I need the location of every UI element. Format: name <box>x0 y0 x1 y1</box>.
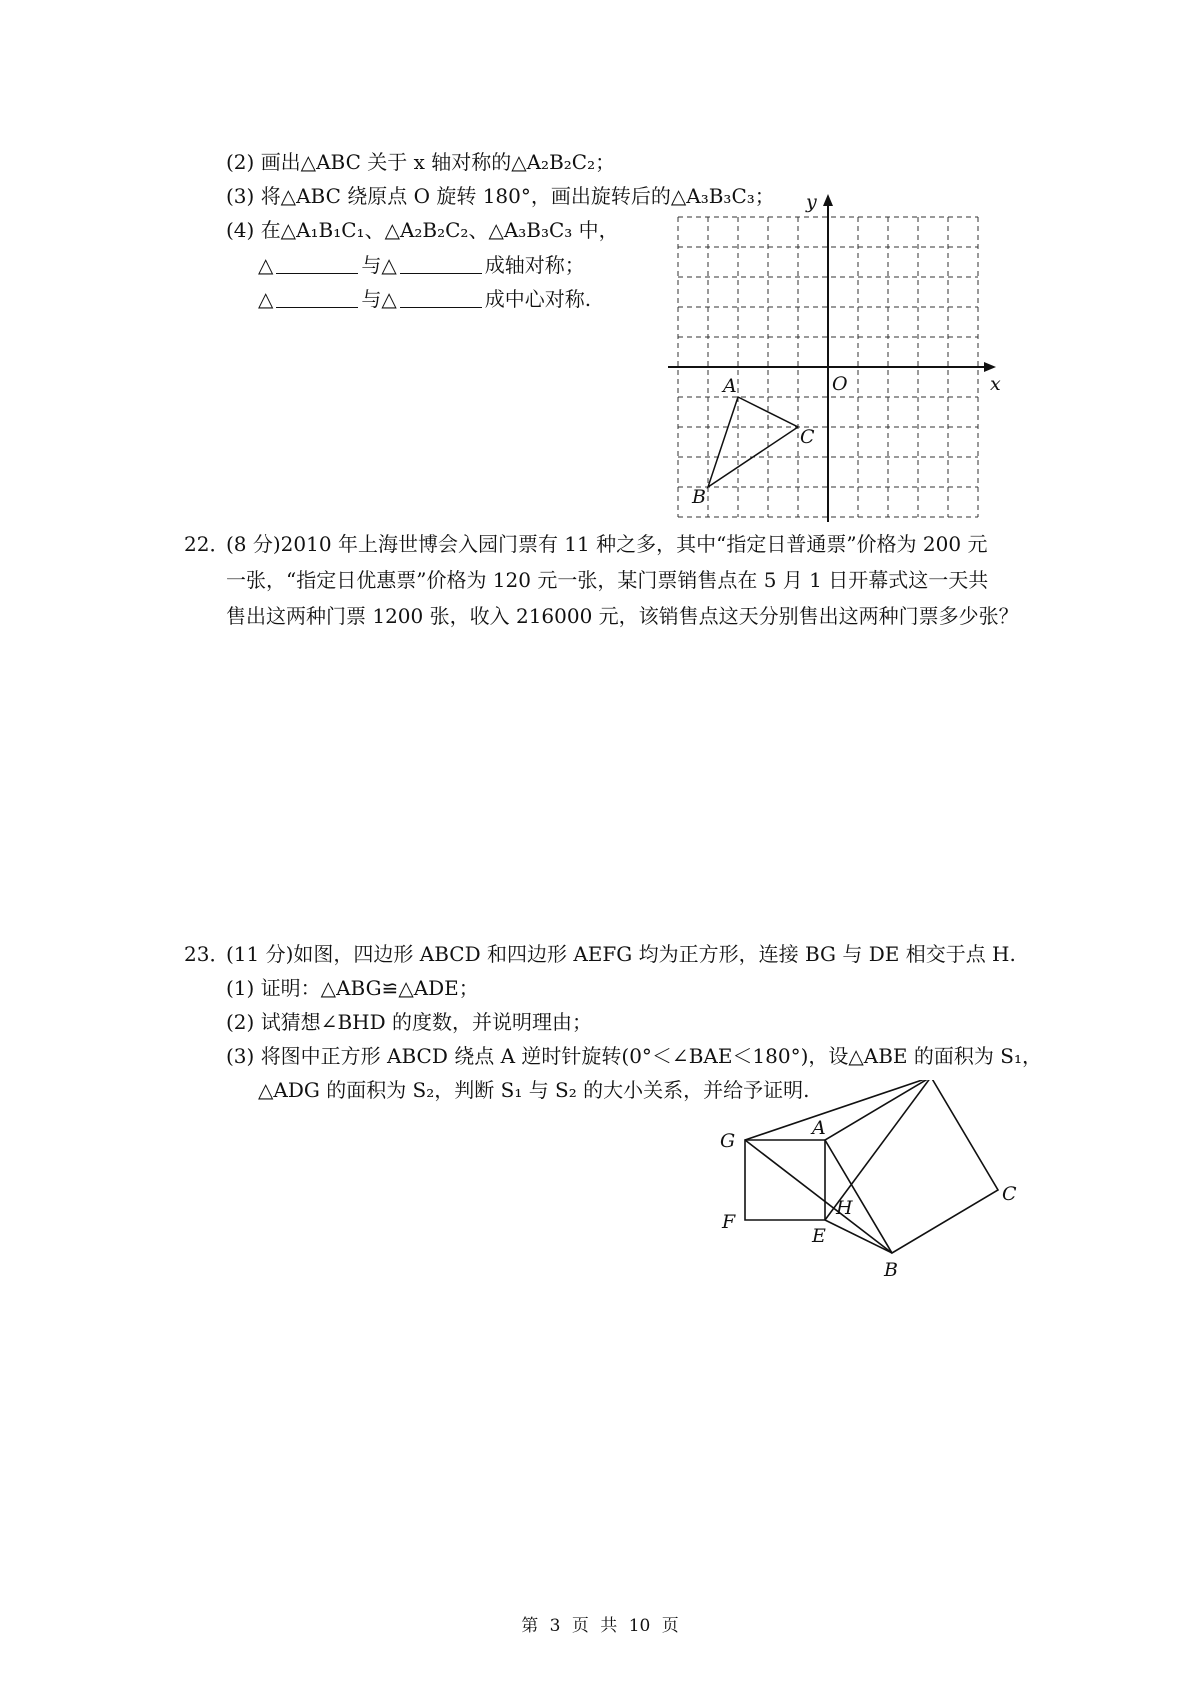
q21-part4-line1-mid: 与△ <box>361 253 397 277</box>
q23-number: 23． <box>184 942 230 966</box>
point-label-f: F <box>722 1211 736 1233</box>
axis-label-y: y <box>806 191 817 213</box>
x-axis-arrow <box>984 362 996 372</box>
q23-part2: (2) 试猜想∠BHD 的度数，并说明理由； <box>226 1010 592 1034</box>
triangle-symbol: △ <box>258 253 274 277</box>
coordinate-grid-figure <box>0 0 1200 560</box>
axis-label-x: x <box>990 373 1001 395</box>
point-label-a: A <box>812 1117 826 1139</box>
q23-part3-line2: △ADG 的面积为 S₂，判断 S₁ 与 S₂ 的大小关系，并给予证明. <box>258 1078 810 1102</box>
point-label-b: B <box>884 1259 898 1280</box>
squares-figure <box>0 1080 1200 1280</box>
point-label-c: C <box>1002 1183 1017 1205</box>
y-axis-arrow <box>823 194 833 206</box>
q21-part4: (4) 在△A₁B₁C₁、△A₂B₂C₂、△A₃B₃C₃ 中， <box>226 218 619 242</box>
q22-number: 22． <box>184 532 230 556</box>
q21-part3: (3) 将△ABC 绕原点 O 旋转 180°，画出旋转后的△A₃B₃C₃； <box>226 184 775 208</box>
point-label-h: H <box>836 1197 853 1219</box>
q21-part4-line2-mid: 与△ <box>361 287 397 311</box>
point-label-g: G <box>720 1130 736 1152</box>
point-label-d <box>935 1080 951 1081</box>
square-abcd <box>825 1080 998 1253</box>
triangle-abc <box>708 397 798 487</box>
page-footer: 第 3 页 共 10 页 <box>521 1616 679 1636</box>
point-label-e: E <box>812 1225 826 1247</box>
q23-line1: (11 分)如图，四边形 ABCD 和四边形 AEFG 均为正方形，连接 BG 与 DE 相交于点 H. <box>226 942 1016 966</box>
q23-part3-line1: (3) 将图中正方形 ABCD 绕点 A 逆时针旋转(0°＜∠BAE＜180°)，设△ABE 的面积为 S₁， <box>226 1044 1042 1068</box>
point-label-c: C <box>800 426 815 448</box>
point-label-b: B <box>692 486 706 508</box>
q21-part4-line2-end: 成中心对称. <box>484 287 592 311</box>
segment-gd <box>745 1080 931 1140</box>
q22-line2: 一张，“指定日优惠票”价格为 120 元一张，某门票销售点在 5 月 1 日开幕式这一天共 <box>226 568 989 592</box>
origin-label: O <box>832 373 848 395</box>
q21-part4-line1-end: 成轴对称； <box>484 253 585 277</box>
q22-line1: (8 分)2010 年上海世博会入园门票有 11 种之多，其中“指定日普通票”价格为 200 元 <box>226 532 988 556</box>
q22-line3: 售出这两种门票 1200 张，收入 216000 元，该销售点这天分别售出这两种门票多少张？ <box>226 604 1019 628</box>
square-aefg <box>745 1140 825 1220</box>
q23-part1: (1) 证明：△ABG≌△ADE； <box>226 976 479 1000</box>
triangle-symbol: △ <box>258 287 274 311</box>
point-label-a: A <box>723 375 737 397</box>
q21-part2: (2) 画出△ABC 关于 x 轴对称的△A₂B₂C₂； <box>226 150 616 174</box>
